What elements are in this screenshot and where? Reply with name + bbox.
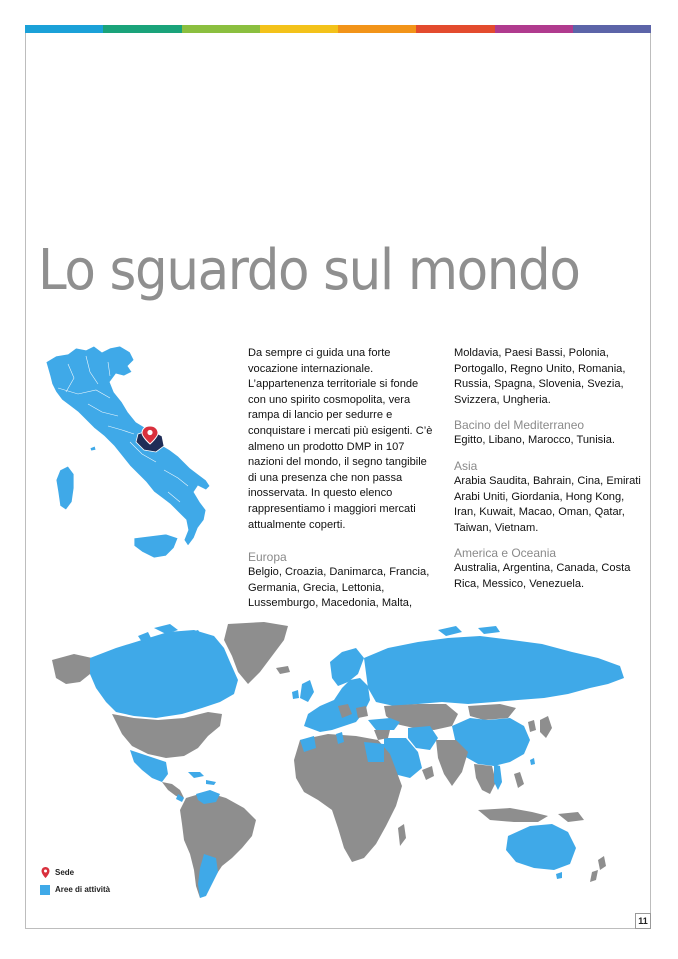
intro-paragraph: Da sempre ci guida una forte vocazione internazionale. L’appartenenza territoriale si fonde con uno spirito cosmopolita, vera rampa di lancio per sedurre e conquistare i mercati più esigenti. C’è almeno un prodotto DMP in 107 nazioni del mondo, il segno tangibile di una presenza che non passa inosservata. In questo elenco rappresentiamo i maggiori mercati attualmente coperti.: [248, 347, 433, 531]
europa-heading: Europa: [248, 550, 287, 565]
stripe-segment: [25, 25, 103, 33]
stripe-segment: [495, 25, 573, 33]
europe: [304, 678, 370, 732]
iceland: [276, 666, 290, 674]
stripe-segment: [260, 25, 338, 33]
vietnam: [494, 764, 502, 790]
italy-mainland: [46, 346, 210, 546]
asia-heading: Asia: [454, 458, 478, 473]
mediterraneo-countries: Egitto, Libano, Marocco, Tunisia.: [454, 434, 615, 447]
legend-row-aree: [40, 881, 110, 898]
canada: [90, 630, 238, 718]
south-east-asia: [474, 764, 496, 794]
map-legend: [40, 864, 110, 898]
america-heading: America e Oceania: [454, 546, 557, 561]
japan: [540, 716, 552, 738]
stripe-segment: [182, 25, 260, 33]
stripe-segment: [416, 25, 494, 33]
usa: [112, 712, 222, 758]
legend-row-sede: [40, 864, 110, 881]
papua: [558, 812, 584, 822]
africa: [294, 734, 402, 862]
sicily: [134, 534, 178, 558]
uk-ireland: [292, 680, 314, 702]
indonesia: [478, 808, 548, 822]
caribbean: [188, 772, 216, 785]
russia: [364, 636, 624, 706]
america-countries: Australia, Argentina, Canada, Costa Rica, Messico, Venezuela.: [454, 562, 631, 590]
color-stripe: [25, 25, 651, 33]
stripe-segment: [573, 25, 651, 33]
elba: [90, 446, 96, 451]
philippines: [514, 772, 524, 788]
asia-countries: Arabia Saudita, Bahrain, Cina, Emirati Arabi Uniti, Giordania, Hong Kong, Iran, Kuwait, Macao, Oman, Qatar, Taiwan, Vietnam.: [454, 474, 641, 534]
europa-countries-continued: Moldavia, Paesi Bassi, Polonia, Portogallo, Regno Unito, Romania, Russia, Spagna, Slovenia, Svezia, Svizzera, Ungheria.: [454, 347, 626, 406]
world-map: [38, 622, 638, 902]
south-america: [180, 792, 256, 898]
europa-countries: Belgio, Croazia, Danimarca, Francia, Germania, Grecia, Lettonia, Lussemburgo, Macedonia, Malta,: [248, 566, 430, 610]
location-pin-icon: [40, 867, 51, 878]
central-america: [162, 782, 184, 798]
blue-square-icon: [40, 885, 50, 895]
stripe-segment: [103, 25, 181, 33]
tasmania: [556, 872, 562, 879]
alaska: [52, 654, 92, 684]
page-title: Lo sguardo sul mondo: [38, 238, 580, 303]
mediterraneo-heading: Bacino del Mediterraneo: [454, 418, 585, 433]
russia-islands: [438, 626, 500, 636]
madagascar: [398, 824, 406, 846]
korea: [528, 720, 536, 732]
australia: [506, 824, 576, 870]
italy-map: [38, 342, 238, 578]
legend-aree-label: Aree di attività: [55, 885, 111, 894]
mongolia: [468, 704, 516, 720]
legend-sede-label: Sede: [55, 868, 75, 877]
stripe-segment: [338, 25, 416, 33]
text-column-right: [454, 346, 644, 593]
text-column-left: [248, 346, 434, 612]
sardinia: [56, 466, 74, 510]
page-number: 11: [635, 913, 651, 929]
new-zealand: [590, 856, 606, 882]
taiwan: [530, 758, 535, 765]
